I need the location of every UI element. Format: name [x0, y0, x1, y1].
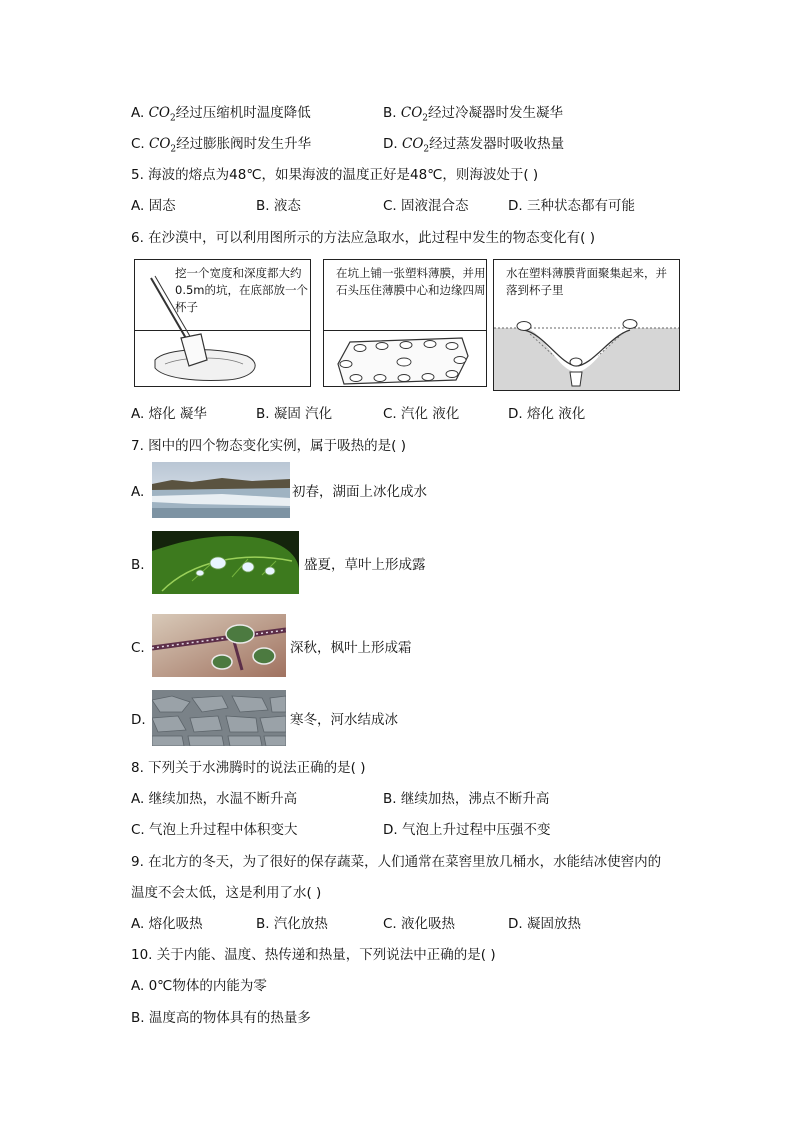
q6-panel-condensation [493, 259, 680, 391]
q10-option-b: B. 温度高的物体具有的热量多 [131, 1010, 311, 1026]
q8-option-a: A. 继续加热，水温不断升高 [131, 791, 298, 807]
co2-base: CO [149, 136, 171, 152]
panel-caption: 水在塑料薄膜背面聚集起来，并落到杯子里 [506, 266, 667, 297]
q7-option-b-letter: B. [131, 557, 145, 573]
q6-option-d: D. 熔化 液化 [508, 406, 586, 422]
option-letter: B. [383, 105, 397, 121]
option-letter: D. [383, 136, 398, 152]
option-text: 经过压缩机时温度降低 [175, 105, 311, 121]
q7-stem: 7. 图中的四个物态变化实例，属于吸热的是( ) [131, 438, 406, 454]
condensation-cross-section-illustration [494, 260, 679, 390]
q9-option-a: A. 熔化吸热 [131, 916, 203, 932]
option-text: 经过冷凝器时发生凝华 [428, 105, 563, 121]
q4-option-b [383, 103, 563, 129]
q7-option-c-letter: C. [131, 640, 145, 656]
q9-option-d: D. 凝固放热 [508, 916, 581, 932]
q6-stem: 6. 在沙漠中，可以利用图所示的方法应急取水，此过程中发生的物态变化有( ) [131, 230, 595, 246]
q8-option-b: B. 继续加热，沸点不断升高 [383, 791, 550, 807]
q9-stem-line1: 9. 在北方的冬天，为了很好的保存蔬菜，人们通常在菜窖里放几桶水，水能结冰使窖内的 [131, 854, 662, 870]
co2-sub: 2 [422, 113, 428, 124]
co2-base: CO [400, 105, 423, 121]
q5-option-b: B. 液态 [256, 198, 301, 214]
q5-option-c: C. 固液混合态 [383, 198, 469, 214]
co2-sub: 2 [170, 113, 176, 124]
q10-stem: 10. 关于内能、温度、热传递和热量，下列说法中正确的是( ) [131, 947, 496, 963]
co2-formula [401, 136, 430, 155]
q7-option-d-letter: D. [131, 712, 146, 728]
q6-panel-dig-pit [134, 259, 311, 387]
q5-option-a: A. 固态 [131, 198, 176, 214]
q7-option-b-caption: 盛夏，草叶上形成露 [304, 557, 426, 573]
co2-formula [149, 136, 177, 155]
co2-base: CO [148, 105, 170, 121]
q4-option-c [131, 134, 311, 160]
film-stones-illustration [324, 260, 486, 386]
shovel-pit-illustration [135, 260, 310, 386]
q7-option-a-letter: A. [131, 484, 145, 500]
q5-stem: 5. 海波的熔点为48℃，如果海波的温度正好是48℃，则海波处于( ) [131, 167, 539, 183]
dew-leaf-photo [152, 531, 299, 594]
q7-option-c-caption: 深秋，枫叶上形成霜 [290, 640, 412, 656]
q6-option-a: A. 熔化 凝华 [131, 406, 207, 422]
q5-option-d: D. 三种状态都有可能 [508, 198, 635, 214]
panel-caption: 在坑上铺一张塑料薄膜，并用石头压住薄膜中心和边缘四周 [336, 266, 486, 297]
option-text: 经过膨胀阀时发生升华 [176, 136, 312, 152]
q9-option-c: C. 液化吸热 [383, 916, 456, 932]
q6-panel-cover-film [323, 259, 487, 387]
co2-base: CO [401, 136, 424, 152]
q4-option-a [131, 103, 311, 129]
frozen-river-photo [152, 690, 286, 746]
q10-option-a: A. 0℃物体的内能为零 [131, 978, 267, 994]
q7-option-d-caption: 寒冬，河水结成冰 [290, 712, 398, 728]
q8-stem: 8. 下列关于水沸腾时的说法正确的是( ) [131, 760, 366, 776]
option-letter: A. [131, 105, 145, 121]
co2-sub: 2 [170, 144, 177, 155]
option-letter: C. [131, 136, 145, 152]
q6-option-b: B. 凝固 汽化 [256, 406, 333, 422]
co2-sub: 2 [423, 144, 430, 155]
q7-option-a-caption: 初春，湖面上冰化成水 [292, 484, 427, 500]
q4-option-d [383, 134, 564, 160]
panel-caption: 挖一个宽度和深度都大约0.5m的坑，在底部放一个杯子 [175, 266, 308, 314]
q6-option-c: C. 汽化 液化 [383, 406, 460, 422]
co2-formula [400, 105, 428, 124]
frost-leaf-photo [152, 614, 286, 677]
frozen-lake-photo [152, 462, 290, 518]
q8-option-d: D. 气泡上升过程中压强不变 [383, 822, 551, 838]
option-text: 经过蒸发器时吸收热量 [429, 136, 565, 152]
co2-formula [148, 105, 176, 124]
q9-option-b: B. 汽化放热 [256, 916, 328, 932]
q9-stem-line2: 温度不会太低，这是利用了水( ) [131, 885, 322, 901]
q8-option-c: C. 气泡上升过程中体积变大 [131, 822, 298, 838]
